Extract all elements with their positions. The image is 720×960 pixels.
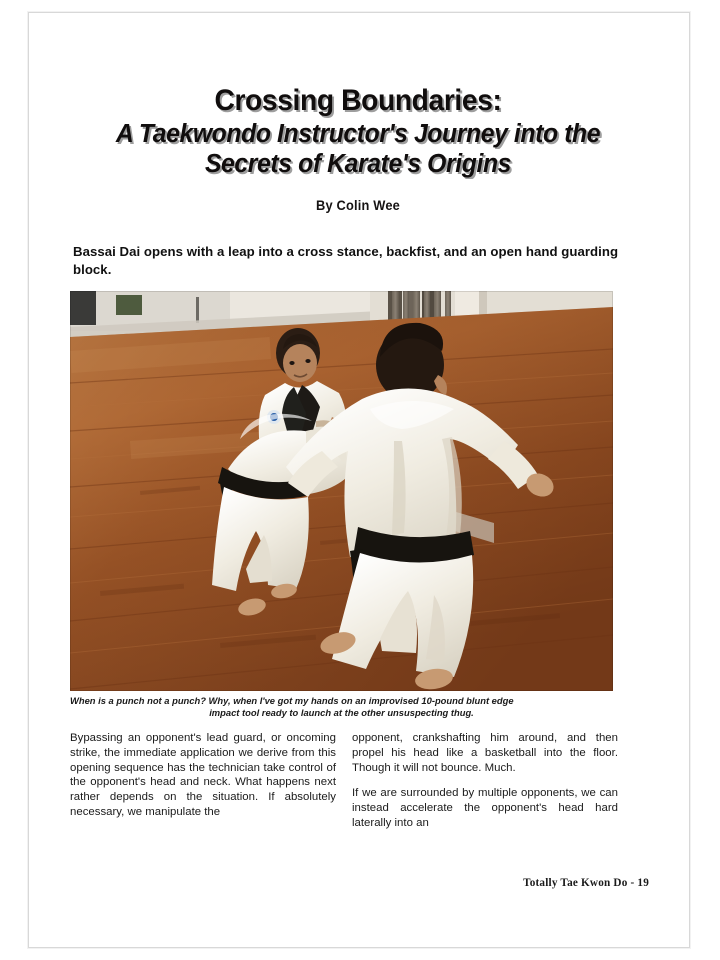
body-paragraph: If we are surrounded by multiple opponents, we can instead accelerate the opponent's head hard laterally into an: [352, 787, 618, 829]
article-title-line-2: A Taekwondo Instructor's Journey into the: [115, 120, 601, 149]
magazine-page: [28, 12, 690, 948]
page-content: [65, 13, 651, 947]
page-footer: Totally Tae Kwon Do - 19: [523, 877, 649, 889]
body-paragraph: opponent, crankshafting him around, and then propel his head like a basketball into the floor. Though it will not bounce. Much.: [352, 732, 618, 774]
photo-caption: [70, 695, 613, 720]
article-title-line-1: Crossing Boundaries:: [214, 84, 502, 117]
article-title-line-3: Secrets of Karate's Origins: [204, 149, 512, 178]
article-byline: By Colin Wee: [315, 198, 400, 214]
photo-caption-line-2: impact tool ready to launch at the other unsuspecting thug.: [209, 707, 474, 718]
article-photo: [70, 291, 613, 691]
article-lead-paragraph: Bassai Dai opens with a leap into a cross stance, backfist, and an open hand guarding block.: [73, 244, 619, 277]
body-column-left: [70, 731, 336, 830]
photo-caption-line-1: When is a punch not a punch? Why, when I've got my hands on an improvised 10-pound blunt edge: [70, 694, 514, 706]
article-title-block: [65, 13, 651, 213]
body-columns: [70, 731, 618, 830]
photo-illustration: [70, 291, 613, 691]
body-column-right: [352, 731, 618, 830]
body-paragraph: Bypassing an opponent's lead guard, or oncoming strike, the immediate application we derive from this opening sequence has the technician take control of the opponent's head and neck. What happens next rather depends on the situation. If absolutely necessary, we manipulate the: [70, 732, 336, 818]
